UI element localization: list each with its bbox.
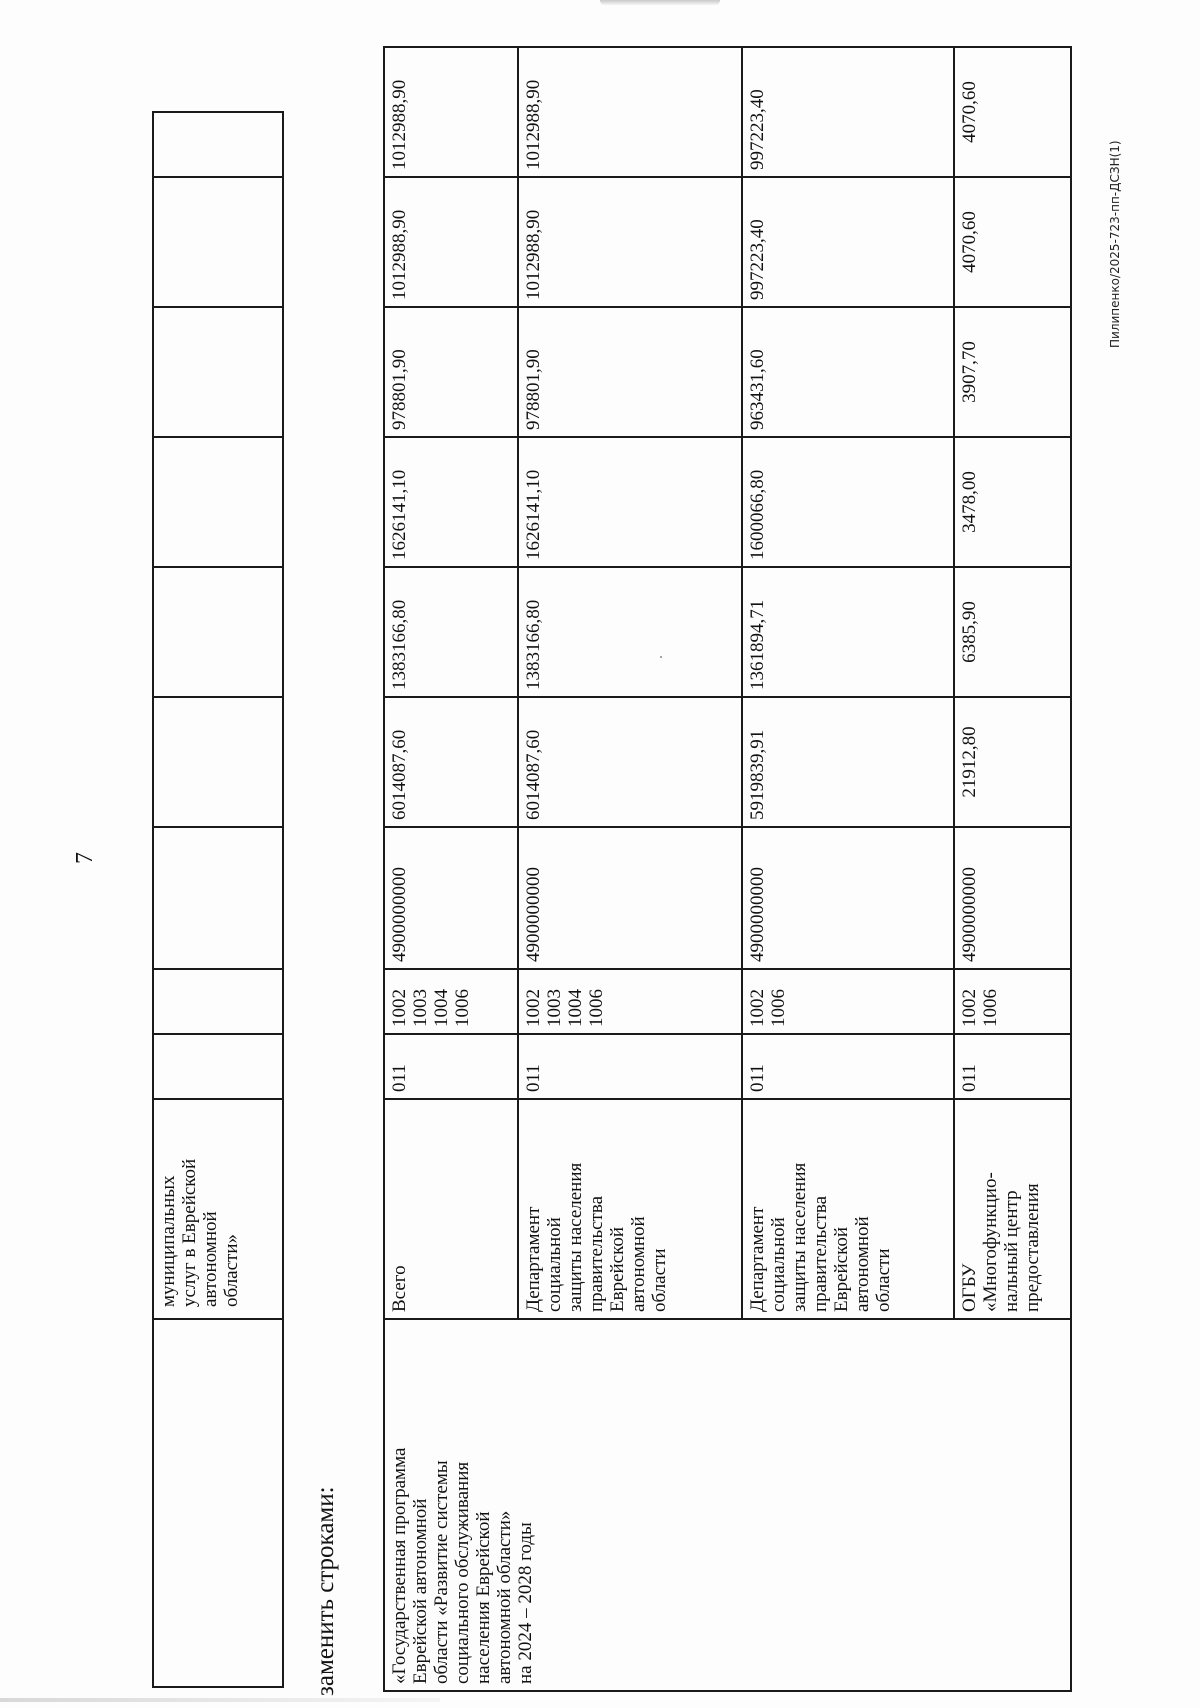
document-footer: Пилипенко/2025-723-пп-ДСЗН(1) (1108, 140, 1122, 348)
top-table-line (152, 1686, 284, 1688)
value-cell: 1361894,71 (747, 599, 768, 690)
main-table-line (741, 46, 743, 1320)
value-cell: 3478,00 (959, 471, 980, 533)
main-table-line (517, 46, 519, 1320)
value-cell: 1012988,90 (523, 209, 544, 300)
value-cell: 963431,60 (747, 349, 768, 430)
main-table-line (383, 306, 1072, 308)
value-cell: 1600066,80 (747, 469, 768, 560)
sections-cell: 1002 1006 (959, 989, 1001, 1027)
main-table-line (953, 46, 955, 1320)
value-cell: 1012988,90 (389, 79, 410, 170)
main-table-line (1070, 46, 1072, 1692)
value-cell: 4070,60 (959, 81, 980, 143)
value-cell: 1626141,10 (389, 469, 410, 560)
top-table-line (152, 113, 154, 1688)
top-table-line (152, 1318, 284, 1320)
executor-cell: ОГБУ «Многофункцио- нальный центр предоставления (959, 1172, 1043, 1312)
value-cell: 997223,40 (747, 89, 768, 170)
main-table-line (383, 566, 1072, 568)
main-table-line (383, 1033, 1072, 1035)
top-table-line (152, 1033, 284, 1035)
target-code-cell: 4900000000 (959, 867, 980, 962)
value-cell: 6385,90 (959, 601, 980, 663)
main-table-line (383, 968, 1072, 970)
code-cell: 011 (747, 1064, 768, 1092)
intro-text: заменить строками: (312, 1486, 339, 1696)
value-cell: 3907,70 (959, 341, 980, 403)
top-table-text-cell: муниципальных услуг в Еврейской автономной области» (158, 1158, 242, 1307)
value-cell: 1626141,10 (523, 469, 544, 560)
value-cell: 21912,80 (959, 726, 980, 798)
main-table-line (383, 696, 1072, 698)
program-name-cell: «Государственная программа Еврейской автономной области «Развитие системы социального обслуживания населения Еврейской автономной области» на 2024 – 2028 годы (389, 1447, 536, 1684)
sections-cell: 1002 1003 1004 1006 (389, 989, 473, 1027)
value-cell: 1012988,90 (523, 79, 544, 170)
value-cell: 6014087,60 (523, 729, 544, 820)
value-cell: 978801,90 (389, 349, 410, 430)
code-cell: 011 (523, 1064, 544, 1092)
value-cell: 5919839,91 (747, 729, 768, 820)
executor-cell: Департамент социальной защиты населения правительства Еврейской автономной области (523, 1162, 670, 1312)
main-table-line (383, 1318, 1072, 1320)
main-table-line (383, 46, 1072, 48)
value-cell: 1012988,90 (389, 209, 410, 300)
value-cell: 1383166,80 (389, 599, 410, 690)
executor-cell: Всего (389, 1265, 410, 1312)
top-table-line (152, 566, 284, 568)
target-code-cell: 4900000000 (389, 867, 410, 962)
top-table-line (152, 1098, 284, 1100)
sections-cell: 1002 1006 (747, 989, 789, 1027)
code-cell: 011 (959, 1064, 980, 1092)
top-table-line (152, 968, 284, 970)
top-table-line (152, 176, 284, 178)
sections-cell: 1002 1003 1004 1006 (523, 989, 607, 1027)
top-table-line (152, 826, 284, 828)
top-table-line (152, 696, 284, 698)
top-table-line (152, 306, 284, 308)
value-cell: 6014087,60 (389, 729, 410, 820)
target-code-cell: 4900000000 (747, 867, 768, 962)
main-table-line (383, 1098, 1072, 1100)
main-table-line (383, 826, 1072, 828)
main-table-line (383, 46, 385, 1692)
value-cell: 997223,40 (747, 219, 768, 300)
main-table-line (383, 436, 1072, 438)
value-cell: 978801,90 (523, 349, 544, 430)
top-table-line (152, 436, 284, 438)
main-table-line (383, 176, 1072, 178)
target-code-cell: 4900000000 (523, 867, 544, 962)
top-table-line (282, 113, 284, 1688)
page-number: 7 (72, 852, 98, 864)
code-cell: 011 (389, 1064, 410, 1092)
top-table-line (152, 111, 284, 113)
value-cell: 4070,60 (959, 211, 980, 273)
executor-cell: Департамент социальной защиты населения правительства Еврейской автономной области (747, 1162, 894, 1312)
value-cell: 1383166,80 (523, 599, 544, 690)
main-table-line (383, 1690, 1072, 1692)
